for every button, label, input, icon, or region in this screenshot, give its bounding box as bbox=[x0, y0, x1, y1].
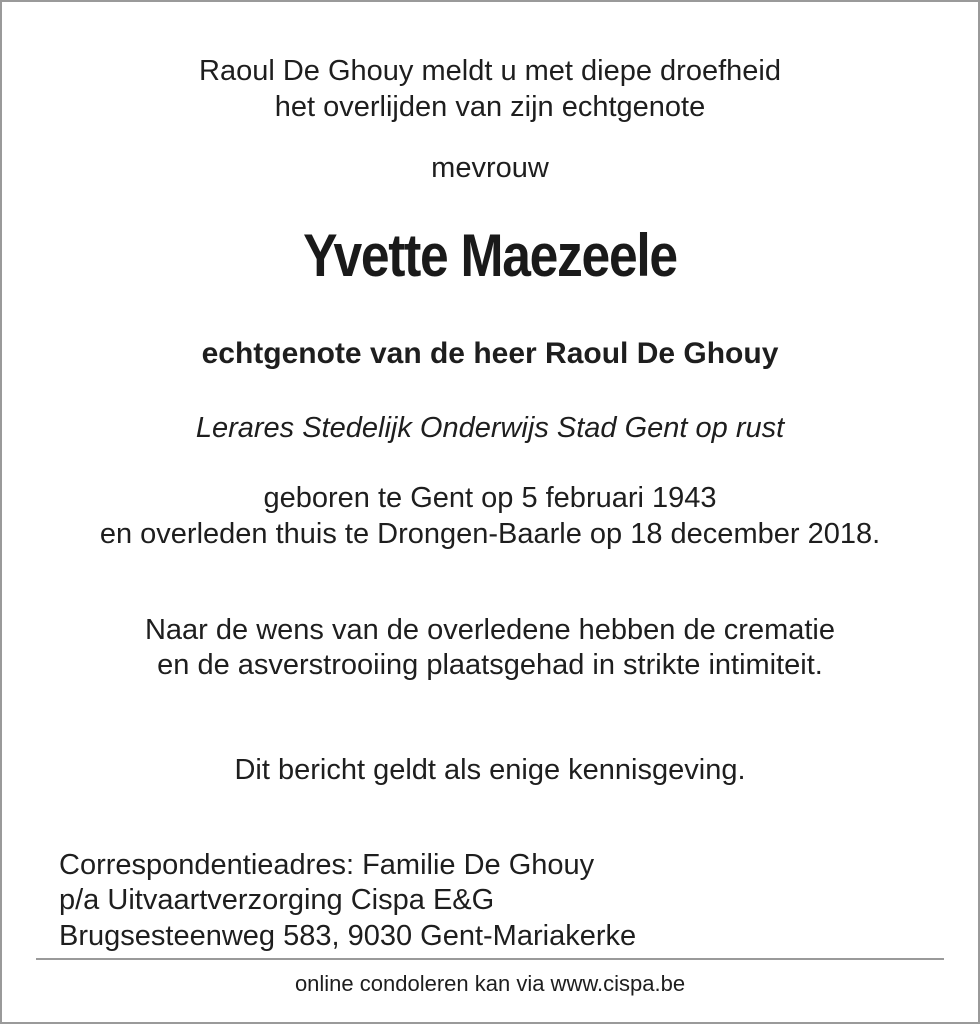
birth-line: geboren te Gent op 5 februari 1943 bbox=[263, 482, 717, 514]
footer-divider bbox=[36, 958, 944, 960]
closing-line: Dit bericht geldt als enige kennisgeving. bbox=[234, 754, 746, 786]
intro-line-1: Raoul De Ghouy meldt u met diepe droefheid bbox=[199, 55, 781, 87]
occupation-line: Lerares Stedelijk Onderwijs Stad Gent op rust bbox=[195, 412, 785, 444]
correspondence-line-2: p/a Uitvaartverzorging Cispa E&G bbox=[59, 884, 495, 916]
online-condolence-note: online condoleren kan via www.cispa.be bbox=[294, 971, 686, 996]
deceased-name: Yvette Maezeele bbox=[303, 222, 677, 289]
relation-line: echtgenote van de heer Raoul De Ghouy bbox=[201, 337, 779, 370]
correspondence-line-3: Brugsesteenweg 583, 9030 Gent-Mariakerke bbox=[59, 920, 637, 952]
correspondence-line-1: Correspondentieadres: Familie De Ghouy bbox=[59, 849, 595, 881]
intro-line-2: het overlijden van zijn echtgenote bbox=[274, 91, 706, 123]
ceremony-line-2: en de asverstrooiing plaatsgehad in strikte intimiteit. bbox=[157, 649, 823, 681]
salutation: mevrouw bbox=[431, 152, 549, 184]
death-line: en overleden thuis te Drongen-Baarle op 18 december 2018. bbox=[99, 518, 881, 550]
ceremony-line-1: Naar de wens van de overledene hebben de crematie bbox=[144, 614, 835, 646]
